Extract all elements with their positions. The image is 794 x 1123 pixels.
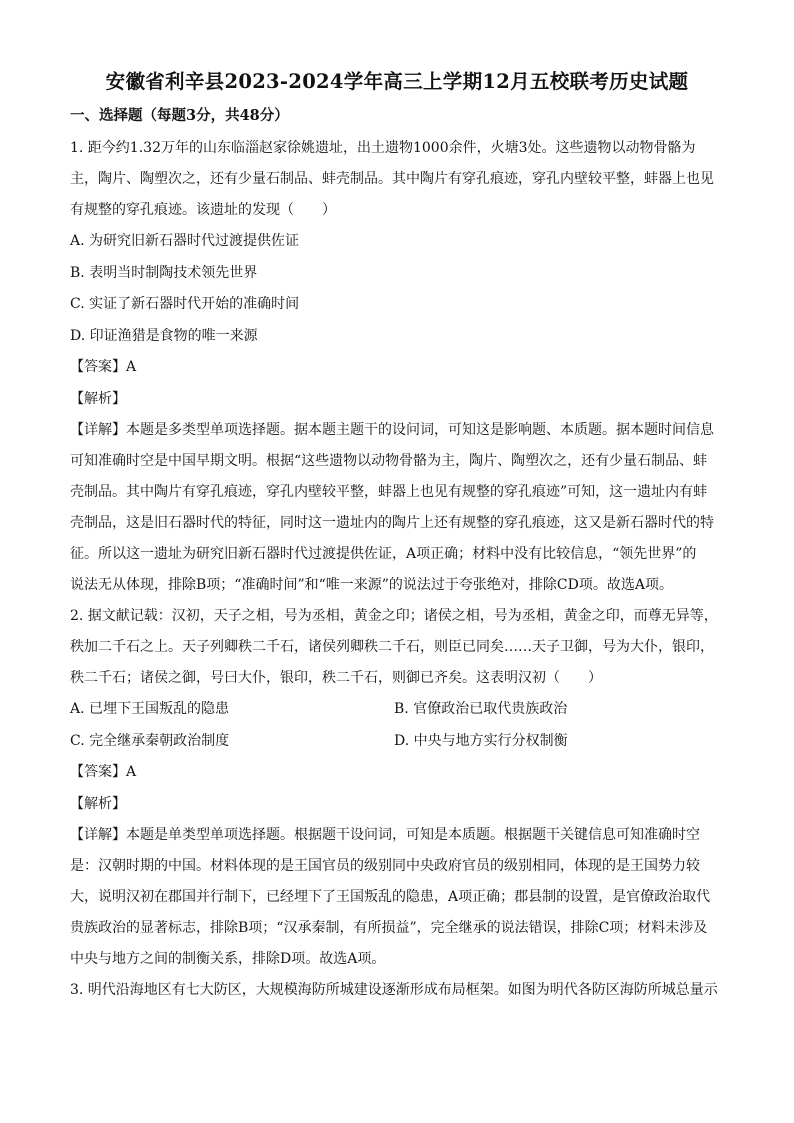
question-2-answer: 【答案】A [70,764,137,780]
question-2-option-a: A. 已埋下王国叛乱的隐患 [70,701,230,717]
question-1-stem-line-1: 1. 距今约1.32万年的山东临淄赵家徐姚遗址，出土遗物1000余件，火塘3处。这些遗物以动物骨骼为 [70,140,696,156]
question-1-stem-line-3: 有规整的穿孔痕迹。该遗址的发现（ ） [70,202,336,218]
question-1-option-c: C. 实证了新石器时代开始的准确时间 [70,296,300,312]
question-2-detail-line-1: 【详解】本题是单类型单项选择题。根据题干设问词，可知是本质题。根据题干关键信息可知准确时空 [70,827,700,843]
section-heading: 一、选择题（每题3分，共48分） [70,107,289,124]
question-1-detail-line-6: 说法无从体现，排除B项；“准确时间”和“唯一来源”的说法过于夸张绝对，排除CD项。故选A项。 [70,577,673,593]
question-2-detail-line-5: 中央与地方之间的制衡关系，排除D项。故选A项。 [70,951,386,967]
question-2-stem-line-3: 秩二千石；诸侯之御，号曰大仆，银印，秩二千石，则御已齐矣。这表明汉初（ ） [70,670,602,686]
question-2-options-row-2 [70,726,724,758]
question-2-detail-line-2: 是：汉朝时期的中国。材料体现的是王国官员的级别同中央政府官员的级别相同，体现的是王国势力较 [70,858,700,874]
question-2-stem-line-1: 2. 据文献记载：汉初，天子之相，号为丞相，黄金之印；诸侯之相，号为丞相，黄金之印，而尊无异等， [70,608,718,624]
question-2-detail-line-4: 贵族政治的显著标志，排除B项；“汉承秦制，有所损益”，完全继承的说法错误，排除C项；材料未涉及 [70,920,708,936]
question-2-stem-line-2: 秩加二千石之上。天子列卿秩二千石，诸侯列卿秩二千石，则臣已同矣……天子卫御，号为大仆，银印， [70,639,714,655]
question-3 [70,975,724,1006]
question-2-analysis-label: 【解析】 [70,795,126,812]
question-1-detail-line-4: 壳制品，这是旧石器时代的特征，同时这一遗址内的陶片上还有规整的穿孔痕迹，这又是新石器时代的特 [70,515,714,531]
question-1-option-a: A. 为研究旧新石器时代过渡提供佐证 [70,233,300,249]
question-1-option-b: B. 表明当时制陶技术领先世界 [70,264,258,281]
question-2-option-d: D. 中央与地方实行分权制衡 [394,732,568,749]
question-1-detail-line-3: 壳制品。其中陶片有穿孔痕迹，穿孔内壁较平整，蚌器上也见有规整的穿孔痕迹”可知，这一遗址内有蚌 [70,484,708,500]
question-2-detail-line-3: 大，说明汉初在郡国并行制下，已经埋下了王国叛乱的隐患，A项正确；郡县制的设置，是官僚政治取代 [70,889,711,905]
question-1-option-d: D. 印证渔猎是食物的唯一来源 [70,327,258,344]
question-1-detail-line-1: 【详解】本题是多类型单项选择题。据本题主题干的设问词，可知这是影响题、本质题。据本题时间信息 [70,422,714,438]
question-2-option-b: B. 官僚政治已取代贵族政治 [394,701,568,717]
question-1-answer: 【答案】A [70,359,137,375]
question-3-stem-line-1: 3. 明代沿海地区有七大防区，大规模海防所城建设逐渐形成布局框架。如图为明代各防区海防所城总量示 [70,982,718,998]
question-2-options-row-1 [70,694,724,726]
document-title: 安徽省利辛县2023-2024学年高三上学期12月五校联考历史试题 [105,70,689,93]
question-1-detail-line-2: 可知准确时空是中国早期文明。根据“这些遗物以动物骨骼为主，陶片、陶塑次之，还有少量石制品、蚌 [70,453,708,469]
question-2-option-c: C. 完全继承秦朝政治制度 [70,732,230,749]
question-2 [70,601,724,975]
question-1-stem-line-2: 主，陶片、陶塑次之，还有少量石制品、蚌壳制品。其中陶片有穿孔痕迹，穿孔内壁较平整，蚌器上也见 [70,171,714,187]
question-1 [70,133,724,601]
question-1-detail-line-5: 征。所以这一遗址为研究旧新石器时代过渡提供佐证，A项正确；材料中没有比较信息，“领先世界”的 [70,546,697,562]
question-1-analysis-label: 【解析】 [70,390,126,407]
